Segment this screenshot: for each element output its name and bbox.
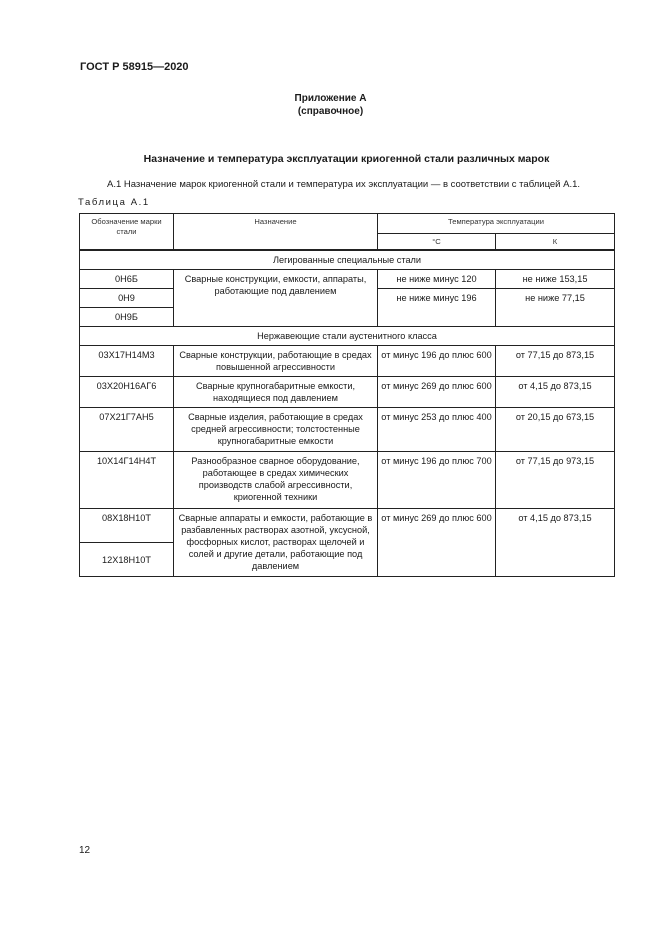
celsius-cell: от минус 269 до плюс 600 (378, 376, 496, 407)
grade-cell: 08Х18Н10Т (80, 508, 174, 542)
standard-code: ГОСТ Р 58915—2020 (80, 61, 189, 73)
intro-paragraph: А.1 Назначение марок криогенной стали и температура их эксплуатации — в соответствии с таблицей А.1. (107, 179, 581, 190)
purpose-cell: Сварные изделия, работающие в средах средней агрессивности; толстостенные крупногабаритные емкости (174, 407, 378, 451)
celsius-cell: не ниже минус 120 (378, 269, 496, 288)
main-title: Назначение и температура эксплуатации криогенной стали различных марок (143, 153, 550, 165)
purpose-cell: Сварные конструкции, работающие в средах повышенной агрессивности (174, 345, 378, 376)
kelvin-cell: от 4,15 до 873,15 (496, 508, 615, 576)
grade-cell: 10Х14Г14Н4Т (80, 451, 174, 508)
header-celsius: °С (378, 234, 496, 251)
header-purpose: Назначение (174, 214, 378, 251)
celsius-cell: не ниже минус 196 (378, 288, 496, 326)
purpose-cell: Сварные конструкции, емкости, аппараты, работающие под давлением (174, 269, 378, 326)
kelvin-cell: от 4,15 до 873,15 (496, 376, 615, 407)
table-row (80, 269, 615, 288)
appendix-title: Приложение А (294, 93, 367, 104)
table-row (80, 451, 615, 508)
section-row (80, 250, 615, 269)
table-header-row (80, 214, 615, 234)
header-grade: Обозначение марки стали (80, 214, 174, 251)
grade-cell: 03Х17Н14М3 (80, 345, 174, 376)
purpose-cell: Разнообразное сварное оборудование, работающее в средах химических производств слабой агрессивности, криогенной техники (174, 451, 378, 508)
section-row (80, 326, 615, 345)
kelvin-cell: не ниже 153,15 (496, 269, 615, 288)
table-label: Таблица А.1 (78, 197, 150, 208)
table-row (80, 376, 615, 407)
table-row (80, 508, 615, 542)
celsius-cell: от минус 253 до плюс 400 (378, 407, 496, 451)
celsius-cell: от минус 196 до плюс 600 (378, 345, 496, 376)
section-alloy-steels: Легированные специальные стали (80, 250, 615, 269)
kelvin-cell: не ниже 77,15 (496, 288, 615, 326)
grade-cell: 07Х21Г7АН5 (80, 407, 174, 451)
kelvin-cell: от 77,15 до 873,15 (496, 345, 615, 376)
grade-cell: 0Н9Б (80, 307, 174, 326)
grade-cell: 0Н6Б (80, 269, 174, 288)
celsius-cell: от минус 196 до плюс 700 (378, 451, 496, 508)
page-number: 12 (79, 845, 91, 856)
grade-cell: 0Н9 (80, 288, 174, 307)
header-kelvin: К (496, 234, 615, 251)
table-row (80, 345, 615, 376)
section-austenitic-steels: Нержавеющие стали аустенитного класса (80, 326, 615, 345)
purpose-cell: Сварные крупногабаритные емкости, находящиеся под давлением (174, 376, 378, 407)
celsius-cell: от минус 269 до плюс 600 (378, 508, 496, 576)
kelvin-cell: от 20,15 до 673,15 (496, 407, 615, 451)
kelvin-cell: от 77,15 до 973,15 (496, 451, 615, 508)
appendix-subtitle: (справочное) (297, 106, 364, 117)
purpose-cell: Сварные аппараты и емкости, работающие в разбавленных растворах азотной, уксусной, фосфорных кислот, растворах щелочей и солей и другие детали, работающие под давлением (174, 508, 378, 576)
grade-cell: 03Х20Н16АГ6 (80, 376, 174, 407)
table-row (80, 407, 615, 451)
header-temperature: Температура эксплуатации (378, 214, 615, 234)
steel-grades-table (79, 213, 615, 577)
grade-cell: 12Х18Н10Т (80, 542, 174, 576)
